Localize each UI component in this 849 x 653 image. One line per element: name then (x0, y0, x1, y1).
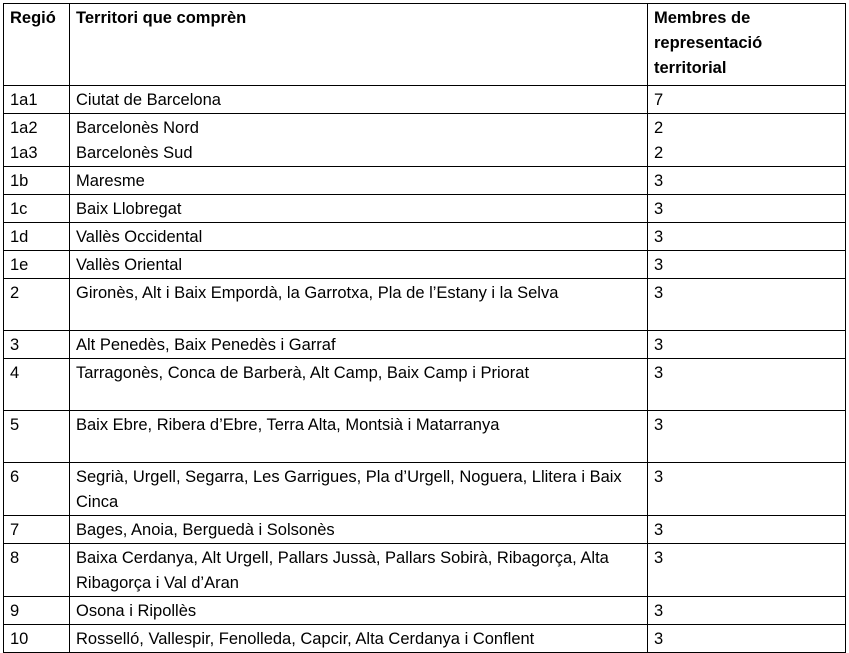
cell-members: 3 (648, 223, 846, 251)
cell-territory: Ciutat de Barcelona (70, 86, 648, 114)
regions-table (3, 3, 846, 653)
table-row (4, 279, 846, 331)
cell-territory: Vallès Oriental (70, 251, 648, 279)
cell-members: 3 (648, 279, 846, 331)
cell-region: 4 (4, 359, 70, 411)
table-row (4, 359, 846, 411)
table-row (4, 544, 846, 597)
cell-members: 3 (648, 167, 846, 195)
cell-members: 3 (648, 516, 846, 544)
cell-line: 2 (654, 119, 664, 137)
cell-region: 1e (4, 251, 70, 279)
cell-territory: Vallès Occidental (70, 223, 648, 251)
cell-region: 3 (4, 331, 70, 359)
table-row (4, 223, 846, 251)
cell-members: 3 (648, 331, 846, 359)
cell-territory: Rosselló, Vallespir, Fenolleda, Capcir, Alta Cerdanya i Conflent (70, 625, 648, 653)
cell-region: 1c (4, 195, 70, 223)
table-header-row (4, 4, 846, 86)
cell-territory: Osona i Ripollès (70, 597, 648, 625)
cell-members: 7 (648, 86, 846, 114)
cell-region: 1b (4, 167, 70, 195)
cell-line: 1a2 (10, 119, 38, 137)
table-row (4, 86, 846, 114)
cell-members (648, 114, 846, 167)
cell-members: 3 (648, 195, 846, 223)
table-row (4, 195, 846, 223)
cell-members: 3 (648, 625, 846, 653)
table-row (4, 331, 846, 359)
cell-territory: Baix Llobregat (70, 195, 648, 223)
cell-region: 7 (4, 516, 70, 544)
cell-region: 2 (4, 279, 70, 331)
cell-region: 1d (4, 223, 70, 251)
cell-members: 3 (648, 251, 846, 279)
cell-region: 9 (4, 597, 70, 625)
cell-territory: Alt Penedès, Baix Penedès i Garraf (70, 331, 648, 359)
cell-line: Barcelonès Nord (76, 119, 199, 137)
cell-territory: Gironès, Alt i Baix Empordà, la Garrotxa, Pla de l’Estany i la Selva (70, 279, 648, 331)
cell-region (4, 114, 70, 167)
cell-members: 3 (648, 544, 846, 597)
cell-territory: Bages, Anoia, Berguedà i Solsonès (70, 516, 648, 544)
cell-line: Barcelonès Sud (76, 144, 193, 162)
cell-region: 8 (4, 544, 70, 597)
cell-members: 3 (648, 411, 846, 463)
cell-members: 3 (648, 597, 846, 625)
cell-territory: Maresme (70, 167, 648, 195)
cell-members: 3 (648, 463, 846, 516)
cell-territory (70, 114, 648, 167)
cell-region: 1a1 (4, 86, 70, 114)
cell-line: 2 (654, 144, 664, 162)
cell-members: 3 (648, 359, 846, 411)
table-row (4, 463, 846, 516)
table-row (4, 516, 846, 544)
table-row (4, 597, 846, 625)
table-row (4, 411, 846, 463)
table-row (4, 114, 846, 167)
cell-territory: Segrià, Urgell, Segarra, Les Garrigues, Pla d’Urgell, Noguera, Llitera i Baix Cinca (70, 463, 648, 516)
table-row (4, 251, 846, 279)
header-region: Regió (4, 4, 70, 86)
cell-region: 5 (4, 411, 70, 463)
cell-region: 6 (4, 463, 70, 516)
table-row (4, 625, 846, 653)
cell-territory: Tarragonès, Conca de Barberà, Alt Camp, Baix Camp i Priorat (70, 359, 648, 411)
cell-territory: Baixa Cerdanya, Alt Urgell, Pallars Jussà, Pallars Sobirà, Ribagorça, Alta Ribagorça i Val d’Aran (70, 544, 648, 597)
cell-line: 1a3 (10, 144, 38, 162)
table-row (4, 167, 846, 195)
cell-region: 10 (4, 625, 70, 653)
header-territory: Territori que comprèn (70, 4, 648, 86)
header-members: Membres de representació territorial (648, 4, 846, 86)
cell-territory: Baix Ebre, Ribera d’Ebre, Terra Alta, Montsià i Matarranya (70, 411, 648, 463)
